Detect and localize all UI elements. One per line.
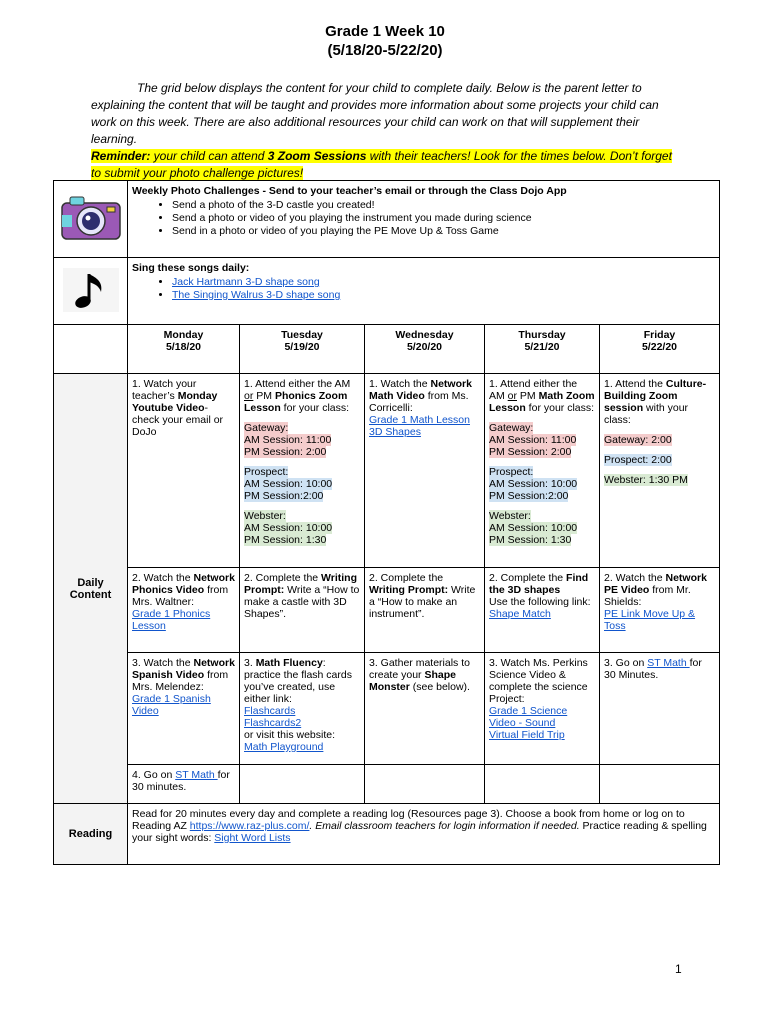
task-cell: 2. Watch the Network Phonics Video from Mrs. Waltner: Grade 1 Phonics Lesson: [128, 568, 240, 653]
task-cell: 3. Go on ST Math for 30 Minutes.: [600, 653, 720, 765]
task-cell: 2. Watch the Network PE Video from Mr. Shields: PE Link Move Up & Toss: [600, 568, 720, 653]
reminder-text-a: your child can attend: [150, 149, 268, 163]
music-note-icon: [63, 268, 119, 312]
task-cell: 1. Attend either the AM or PM Phonics Zoom Lesson for your class: Gateway: AM Session: 11:00 PM Session: 2:00 Prospect: AM Session: 10:00 PM Session:2:00 Webster: AM Session: 10:00 PM Session: 1:30: [240, 374, 365, 568]
day-header: [128, 325, 240, 374]
intro-text: The grid below displays the content for your child to complete daily. Below is the parent letter to explaining the content that will be taught and provides more information about some projects your child can work on this week. There are also additional resources your child can work on that will supplement their learning.: [91, 81, 659, 146]
header-corner: [54, 325, 128, 374]
reading-cell: Read for 20 minutes every day and complete a reading log (Resources page 3). Choose a book from home or log on to Reading AZ https://www.raz-plus.com/. Email classroom teachers for login information if needed. Practice reading & spelling your sight words: Sight Word Lists: [128, 804, 720, 865]
empty-cell: [365, 765, 485, 804]
camera-icon: [60, 193, 122, 243]
task-cell: 3. Watch Ms. Perkins Science Video & complete the science Project: Grade 1 Science Video - Sound Virtual Field Trip: [485, 653, 600, 765]
daily-row-1: [54, 374, 720, 568]
songs-title: Sing these songs daily:: [132, 262, 250, 274]
spanish-link[interactable]: Grade 1 Spanish Video: [132, 693, 211, 717]
task-cell: 3. Math Fluency: practice the flash cards you’ve created, use either link: Flashcards Flashcards2 or visit this website: Math Playground: [240, 653, 365, 765]
empty-cell: [240, 765, 365, 804]
science-video-link[interactable]: Grade 1 Science Video - Sound: [489, 705, 568, 729]
day-date: 5/21/20: [524, 341, 560, 353]
songs-row: [54, 258, 720, 325]
3d-shapes-link[interactable]: 3D Shapes: [369, 426, 421, 438]
math-playground-link[interactable]: Math Playground: [244, 741, 324, 753]
photo-challenge-row: [54, 181, 720, 258]
page-number: 1: [675, 962, 682, 976]
daily-row-2: [54, 568, 720, 653]
daily-row-4: [54, 765, 720, 804]
task-cell: 3. Watch the Network Spanish Video from Mrs. Melendez: Grade 1 Spanish Video: [128, 653, 240, 765]
title-line-2: (5/18/20-5/22/20): [327, 42, 443, 59]
day-date: 5/18/20: [165, 341, 202, 353]
day-name: Tuesday: [281, 329, 323, 341]
prospect-label: Prospect:: [244, 466, 289, 478]
list-item: • Send in a photo or video of you playing the PE Move Up & Toss Game: [172, 225, 715, 237]
day-name: Wednesday: [395, 329, 454, 341]
task-cell: 1. Watch the Network Math Video from Ms. Corricelli: Grade 1 Math Lesson 3D Shapes: [365, 374, 485, 568]
daily-row-3: [54, 653, 720, 765]
song-link[interactable]: Jack Hartmann 3-D shape song: [172, 276, 320, 288]
empty-cell: [600, 765, 720, 804]
task-cell: 2. Complete the Find the 3D shapes Use the following link: Shape Match: [485, 568, 600, 653]
document-title: [0, 22, 770, 60]
day-date: 5/20/20: [406, 341, 443, 353]
reminder-text-c: with their teachers! Look for the times below. Don’t forget to submit your photo challenge pictures!: [91, 149, 672, 180]
st-math-link[interactable]: ST Math: [647, 657, 690, 669]
songs-list: [132, 276, 715, 301]
raz-plus-link[interactable]: https://www.raz-plus.com/: [189, 820, 310, 832]
shape-match-link[interactable]: Shape Match: [489, 608, 551, 620]
pe-link[interactable]: PE Link Move Up & Toss: [604, 608, 696, 632]
title-line-1: Grade 1 Week 10: [325, 23, 445, 40]
task-cell: 1. Attend either the AM or PM Math Zoom Lesson for your class: Gateway: AM Session: 11:00 PM Session: 2:00 Prospect: AM Session: 10:00 PM Session:2:00 Webster: AM Session: 10:00 PM Session: 1:30: [485, 374, 600, 568]
songs-icon-cell: [54, 258, 128, 325]
day-name: Friday: [643, 329, 676, 341]
reading-row: [54, 804, 720, 865]
day-header: [485, 325, 600, 374]
day-date: 5/19/20: [284, 341, 320, 353]
webster-label: Webster:: [244, 510, 286, 522]
day-name: Monday: [163, 329, 204, 341]
virtual-field-trip-link[interactable]: Virtual Field Trip: [489, 729, 565, 741]
day-header: [365, 325, 485, 374]
photo-icon-cell: [54, 181, 128, 258]
photo-challenge-list: [132, 199, 715, 237]
task-cell: 2. Complete the Writing Prompt: Write a “How to make an instrument”.: [365, 568, 485, 653]
day-header: [240, 325, 365, 374]
day-header: [600, 325, 720, 374]
st-math-link[interactable]: ST Math: [175, 769, 218, 781]
task-cell: 1. Watch your teacher’s Monday Youtube Video- check your email or DoJo: [128, 374, 240, 568]
flashcards2-link[interactable]: Flashcards2: [244, 717, 302, 729]
list-item: • Send a photo or video of you playing the instrument you made during science: [172, 212, 715, 224]
list-item: • Send a photo of the 3-D castle you created!: [172, 199, 715, 211]
daily-content-label: Daily Content: [54, 374, 128, 804]
gateway-label: Gateway:: [244, 422, 289, 434]
task-cell: 3. Gather materials to create your Shape Monster (see below).: [365, 653, 485, 765]
task-cell: 2. Complete the Writing Prompt: Write a “How to make a castle with 3D Shapes”.: [240, 568, 365, 653]
weekly-grid: [53, 180, 720, 865]
day-date: 5/22/20: [641, 341, 678, 353]
reading-label: Reading: [54, 804, 128, 865]
math-lesson-link[interactable]: Grade 1 Math Lesson: [369, 414, 470, 426]
photo-challenge-cell: [128, 181, 720, 258]
photo-challenge-title: Weekly Photo Challenges - Send to your teacher’s email or through the Class Dojo App: [132, 185, 567, 197]
song-link[interactable]: The Singing Walrus 3-D shape song: [172, 289, 341, 301]
sight-word-link[interactable]: Sight Word Lists: [214, 832, 291, 844]
reminder-zoom-count: 3 Zoom Sessions: [267, 149, 367, 163]
task-cell: 1. Attend the Culture-Building Zoom session with your class: Gateway: 2:00 Prospect: 2:00 Webster: 1:30 PM: [600, 374, 720, 568]
flashcards-link[interactable]: Flashcards: [244, 705, 296, 717]
phonics-link[interactable]: Grade 1 Phonics Lesson: [132, 608, 211, 632]
reminder-label: Reminder:: [91, 149, 151, 163]
day-header-row: [54, 325, 720, 374]
task-cell: 4. Go on ST Math for 30 minutes.: [128, 765, 240, 804]
intro-paragraph: [91, 80, 681, 182]
empty-cell: [485, 765, 600, 804]
songs-cell: [128, 258, 720, 325]
day-name: Thursday: [518, 329, 566, 341]
